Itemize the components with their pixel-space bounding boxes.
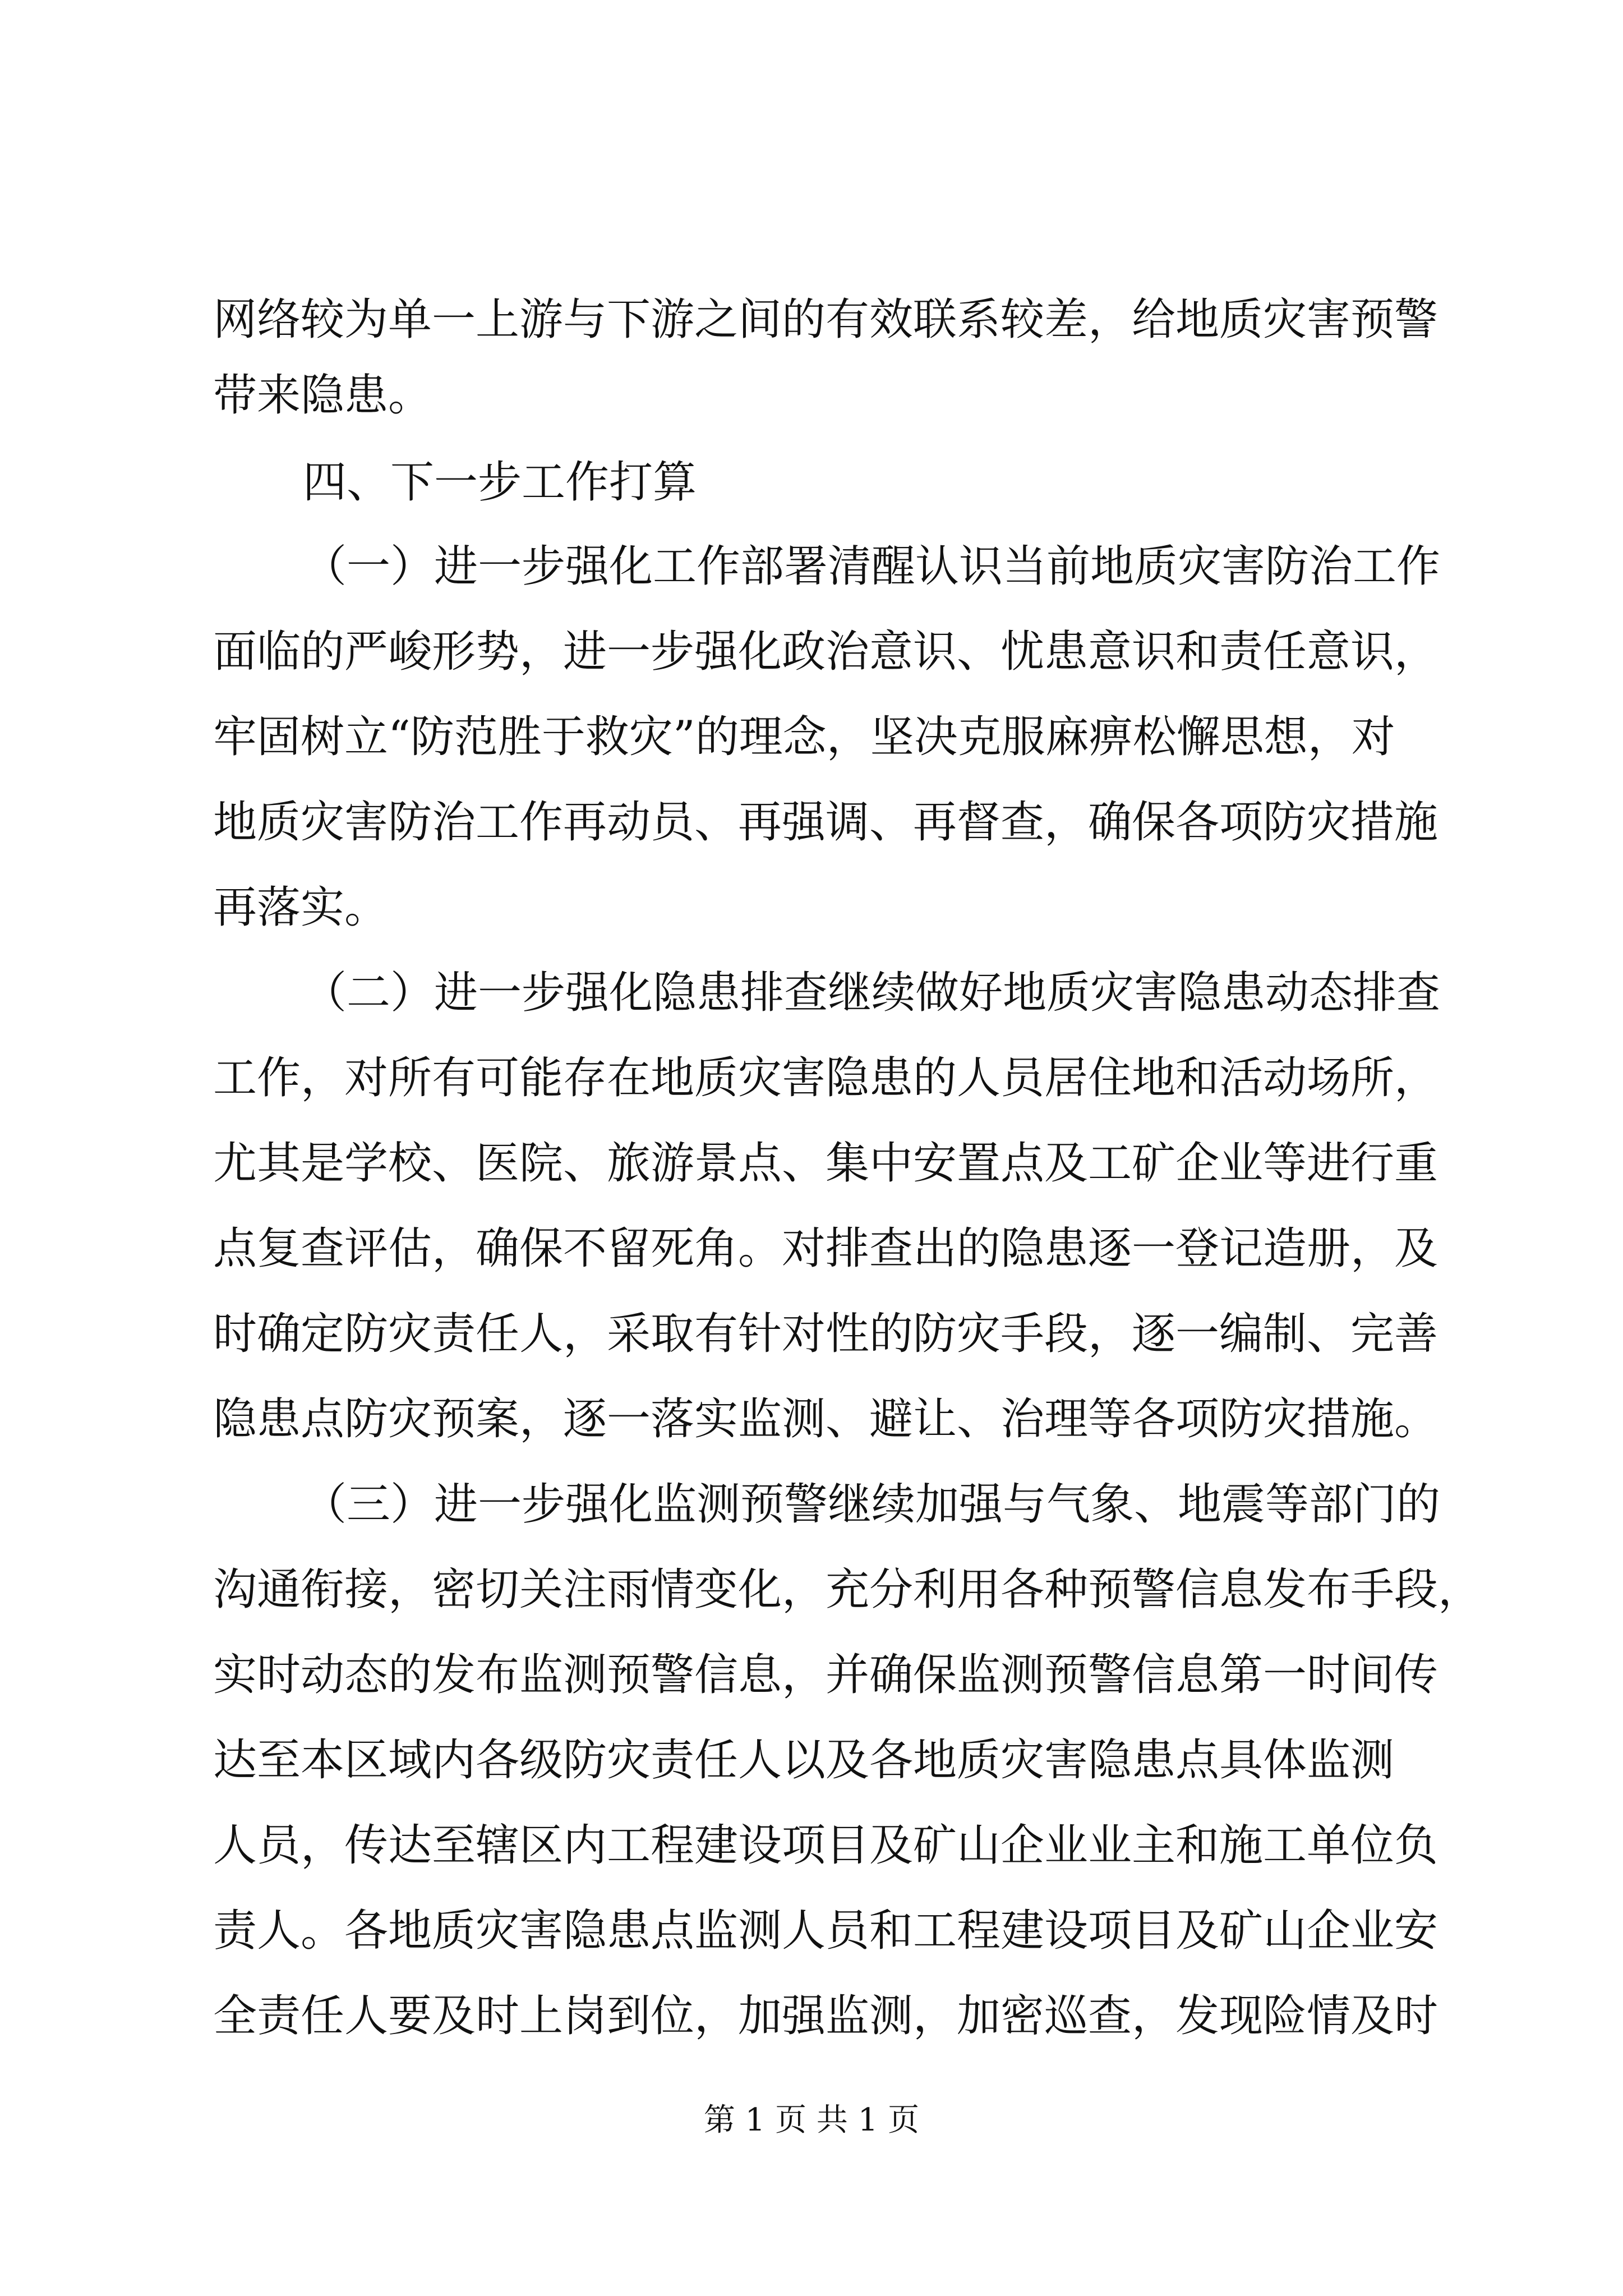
text-line: 点复查评估，确保不留死角。对排查出的隐患逐一登记造册，及 — [213, 1223, 1438, 1274]
text-line: 时确定防灾责任人，采取有针对性的防灾手段，逐一编制、完善 — [213, 1309, 1438, 1359]
text-line: 达至本区域内各级防灾责任人以及各地质灾害隐患点具体监测 — [213, 1735, 1395, 1786]
text-line: 实时动态的发布监测预警信息，并确保监测预警信息第一时间传 — [213, 1650, 1438, 1700]
text-line: 隐患点防灾预案，逐一落实监测、避让、治理等各项防灾措施。 — [213, 1394, 1438, 1444]
text-line: 网络较为单一上游与下游之间的有效联系较差，给地质灾害预警 — [213, 295, 1438, 345]
text-line: 地质灾害防治工作再动员、再强调、再督查，确保各项防灾措施 — [213, 797, 1438, 848]
text-line: 人员，传达至辖区内工程建设项目及矿山企业业主和施工单位负 — [213, 1820, 1438, 1871]
text-line: 工作，对所有可能存在地质灾害隐患的人员居住地和活动场所， — [213, 1053, 1438, 1103]
text-line: 沟通衔接，密切关注雨情变化，充分利用各种预警信息发布手段， — [213, 1565, 1482, 1615]
text-line: （三）进一步强化监测预警继续加强与气象、地震等部门的 — [303, 1479, 1441, 1530]
text-line: 尤其是学校、医院、旅游景点、集中安置点及工矿企业等进行重 — [213, 1138, 1438, 1189]
text-line: （二）进一步强化隐患排查继续做好地质灾害隐患动态排查 — [303, 968, 1441, 1018]
text-line: 牢固树立“防范胜于救灾”的理念，坚决克服麻痹松懈思想，对 — [213, 712, 1395, 762]
text-line: 责人。各地质灾害隐患点监测人员和工程建设项目及矿山企业安 — [213, 1906, 1438, 1956]
text-line: 全责任人要及时上岗到位，加强监测，加密巡查，发现险情及时 — [213, 1991, 1438, 2041]
text-line: 带来隐患。 — [213, 370, 432, 421]
section-heading: 四、下一步工作打算 — [303, 457, 697, 508]
page-number-footer: 第 1 页 共 1 页 — [703, 2102, 920, 2138]
text-line: （一）进一步强化工作部署清醒认识当前地质灾害防治工作 — [303, 541, 1441, 592]
text-line: 再落实。 — [213, 882, 389, 933]
text-line: 面临的严峻形势，进一步强化政治意识、忧患意识和责任意识， — [213, 627, 1438, 677]
